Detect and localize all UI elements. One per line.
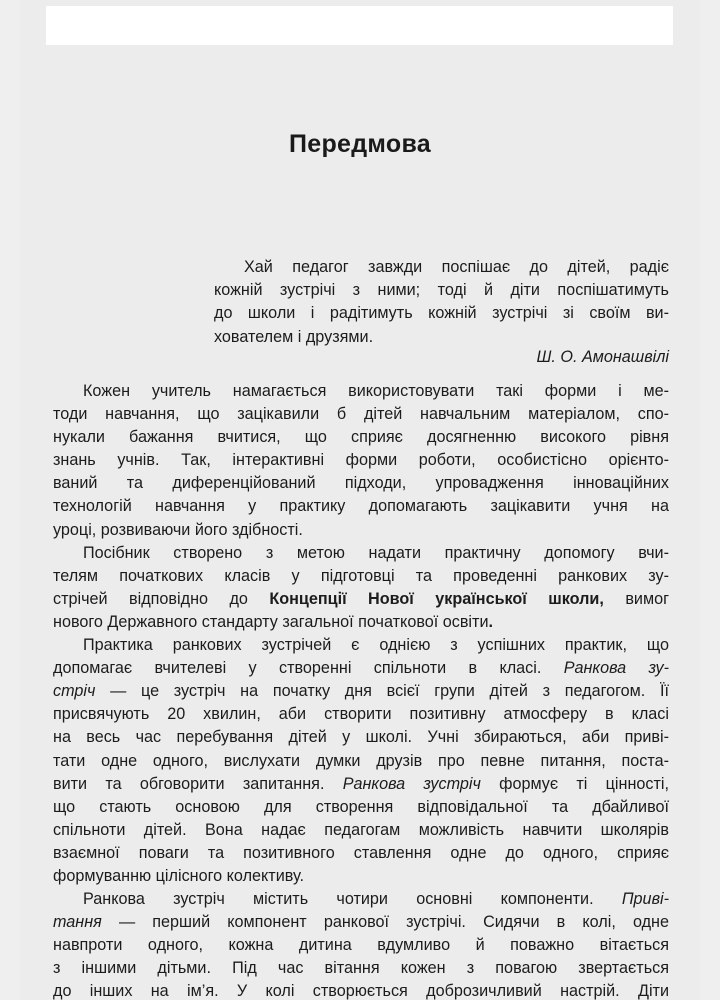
epigraph (214, 256, 669, 349)
italic-term: тання (53, 913, 102, 932)
text-line: присвячують 20 хвилин, аби створити позитивну атмосферу в класі (53, 705, 669, 724)
text-line: тати одне одного, вислухати думки друзів про певне питання, поста- (53, 751, 669, 770)
text-fragment: формує ті цінності, (499, 774, 670, 793)
text-line (53, 657, 669, 680)
body-text (53, 380, 669, 1000)
text-line: знань учнів. Так, інтерактивні форми роботи, особистісно орієнто- (53, 451, 669, 470)
document-page (20, 0, 700, 1000)
text-line: Кожен учитель намагається використовувати такі форми і ме- (83, 382, 669, 400)
italic-term: Ранкова зу- (563, 659, 669, 678)
italic-term: Ранкова зустріч (342, 774, 481, 793)
text-fragment: допомагає вчителеві у створенні спільноти в класі. (53, 659, 542, 678)
italic-term: Приві- (621, 890, 669, 909)
text-fragment: нового Державного стандарту загальної початкової освіти (53, 612, 489, 631)
text-fragment: Ранкова зустріч містить чотири основні компоненти. (83, 890, 594, 909)
text-line: спільноти дітей. Вона надає педагогам можливість навчити школярів (53, 820, 669, 839)
text-line: навпроти одного, кожна дитина вдумливо й поважно вітається (53, 936, 669, 955)
text-line: взаємної поваги та позитивного ставлення одне до одного, сприяє (53, 843, 669, 862)
text-fragment: вити та обговорити запитання. (53, 774, 325, 793)
text-line: з іншими дітьми. Під час вітання кожен з повагою звертається (53, 959, 669, 978)
text-line (53, 773, 669, 796)
text-line: Практика ранкових зустрічей є однією з успішних практик, що (83, 636, 669, 655)
text-line: технологій навчання у практику допомагають зацікавити учня на (53, 497, 669, 516)
text-line: телям початкових класів у підготовці та проведенні ранкових зу- (53, 566, 669, 585)
text-line: на весь час перебування дітей у школі. Учні збираються, аби приві- (53, 728, 669, 747)
text-line: Посібник створено з метою надати практичну допомогу вчи- (83, 543, 669, 562)
text-fragment: — це зустріч на початку дня всієї групи дітей з педагогом. Її (110, 682, 670, 701)
text-line (53, 588, 669, 611)
epigraph-line: до школи і радітимуть кожній зустрічі зі своїм ви- (214, 304, 669, 323)
page-title: Передмова (289, 130, 431, 158)
epigraph-line: Хай педагог завжди поспішає до дітей, радіє (244, 258, 669, 276)
text-line: що стають основою для створення відповідальної та дбайливої (53, 797, 669, 816)
text-line: ваний та диференційований підходи, упровадження інноваційних (53, 474, 669, 493)
italic-term: стріч (53, 682, 96, 701)
text-line (53, 611, 669, 634)
epigraph-author: Ш. О. Амонашвілі (536, 348, 669, 366)
bold-term: Концепції Нової української школи, (269, 589, 604, 608)
text-fragment: — перший компонент ранкової зустрічі. Сидячи в колі, одне (118, 913, 670, 932)
text-line (53, 888, 669, 911)
text-line: тоди навчання, що зацікавили б дітей навчальним матеріалом, спо- (53, 405, 669, 424)
text-line: уроці, розвиваючи його здібності. (53, 520, 303, 539)
text-fragment: вимог (625, 589, 670, 608)
epigraph-line: кожній зустрічі з ними; тоді й діти поспішатимуть (214, 281, 669, 300)
text-line: до інших на ім’я. У колі створюється доброзичливий настрій. Діти (53, 982, 669, 1000)
header-blank-bar (46, 6, 673, 45)
text-line: формуванню цілісного колективу. (53, 866, 304, 885)
text-line (53, 680, 669, 703)
bold-period: . (488, 612, 493, 631)
text-line: нукали бажання вчитися, що сприяє досягненню високого рівня (53, 428, 669, 447)
text-fragment: стрічей відповідно до (53, 589, 248, 608)
epigraph-line: хователем і друзями. (214, 327, 374, 346)
text-line (53, 911, 669, 934)
